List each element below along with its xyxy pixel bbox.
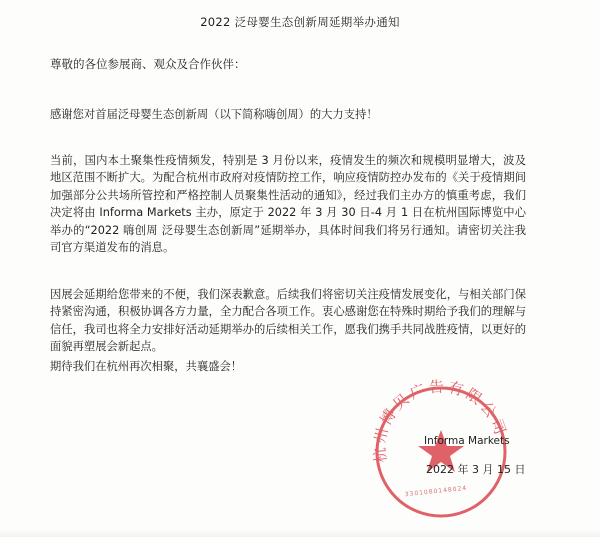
paragraph-closing: 期待我们在杭州再次相聚，共襄盛会！ xyxy=(50,360,243,373)
signature-organization: Informa Markets xyxy=(424,435,510,447)
company-seal-stamp xyxy=(366,374,516,524)
scan-edge xyxy=(0,529,600,537)
seal-number: 3301080148024 xyxy=(404,484,468,499)
paragraph-apology: 因展会延期给您带来的不便，我们深表歉意。后续我们将密切关注疫情发展变化，与相关部门保持紧密沟通，积极协调各方力量，全力配合各项工作。衷心感谢您在特殊时期给予我们的理解与信任，我司也将全力安排好活动延期举办的后续相关工作，愿我们携手共同战胜疫情，以更好的面貌再塑展会新起点。 xyxy=(50,288,526,354)
salutation: 尊敬的各位参展商、观众及合作伙伴： xyxy=(50,57,246,71)
page-title: 2022 泛母婴生态创新周延期举办通知 xyxy=(200,15,400,29)
signature-date: 2022 年 3 月 15 日 xyxy=(426,463,526,476)
svg-text:杭州博贝广告有限公司: 杭州博贝广告有限公司 xyxy=(370,377,511,464)
paragraph-thanks: 感谢您对首届泛母婴生态创新周（以下简称嗨创周）的大力支持！ xyxy=(50,108,378,121)
paragraph-postponement: 当前，国内本土聚集性疫情频发，特别是 3 月份以来，疫情发生的频次和规模明显增大，波及地区范围不断扩大。为配合杭州市政府对疫情防控工作，响应疫情防控办发布的《关于疫情期间加强部分公共场所管控和严格控制人员聚集性活动的通知》，经过我们主办方的慎重考虑，我们决定将由 Informa Markets 主办，原定于 2022 年 3 月 30 日-4 月 1 日在杭州国际博览中心举办的“2022 嗨创周 泛母婴生态创新周”延期举办，具体时间我们将另行通知。请密切关注我司官方渠道发布的消息。 xyxy=(50,154,526,255)
